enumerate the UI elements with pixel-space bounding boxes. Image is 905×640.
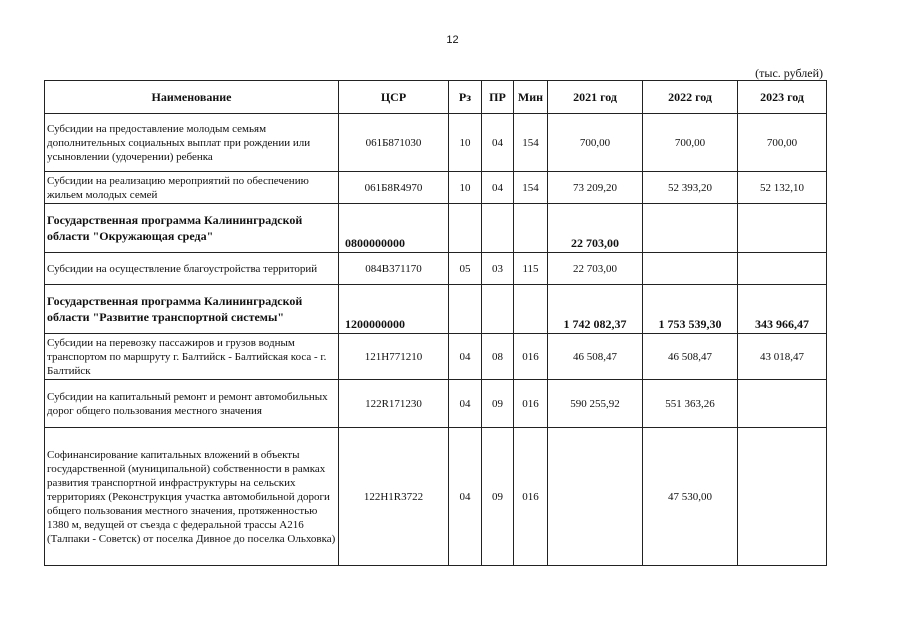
program-2022: 1 753 539,30 [643,285,738,334]
row-csr: 084В371170 [339,253,449,285]
page-number: 12 [446,34,459,46]
row-name: Субсидии на перевозку пассажиров и грузов водным транспортом по маршруту г. Балтийск - Балтийская коса - г. Балтийск [45,334,339,380]
row-2022: 46 508,47 [643,334,738,380]
row-min: 115 [514,253,548,285]
program-pr [482,285,514,334]
row-2021: 73 209,20 [548,172,643,204]
row-min: 016 [514,334,548,380]
row-2023: 700,00 [738,114,827,172]
table-row [45,253,827,285]
header-2022: 2022 год [643,81,738,114]
row-pr: 09 [482,380,514,428]
row-2021: 46 508,47 [548,334,643,380]
row-rz: 10 [449,114,482,172]
row-2022: 700,00 [643,114,738,172]
units-label: (тыс. рублей) [755,66,823,80]
row-pr: 03 [482,253,514,285]
program-2023 [738,204,827,253]
header-2021: 2021 год [548,81,643,114]
header-min: Мин [514,81,548,114]
program-name: Государственная программа Калининградской области "Развитие транспортной системы" [45,285,339,334]
program-row [45,285,827,334]
program-rz [449,285,482,334]
row-2021: 590 255,92 [548,380,643,428]
row-name: Субсидии на осуществление благоустройства территорий [45,253,339,285]
program-row [45,204,827,253]
program-csr: 1200000000 [339,285,449,334]
program-min [514,285,548,334]
row-pr: 09 [482,428,514,566]
row-min: 016 [514,380,548,428]
row-min: 154 [514,172,548,204]
row-2023: 52 132,10 [738,172,827,204]
row-2022: 47 530,00 [643,428,738,566]
row-2023 [738,253,827,285]
row-rz: 04 [449,428,482,566]
row-rz: 05 [449,253,482,285]
row-csr: 122R171230 [339,380,449,428]
row-rz: 10 [449,172,482,204]
row-min: 016 [514,428,548,566]
row-2023 [738,428,827,566]
program-2021: 1 742 082,37 [548,285,643,334]
budget-table [44,80,827,566]
row-name: Субсидии на предоставление молодым семьям дополнительных социальных выплат при рождении или усыновлении (удочерении) ребенка [45,114,339,172]
row-rz: 04 [449,334,482,380]
program-csr: 0800000000 [339,204,449,253]
program-pr [482,204,514,253]
row-csr: 061Б8R4970 [339,172,449,204]
table-row [45,334,827,380]
header-2023: 2023 год [738,81,827,114]
header-pr: ПР [482,81,514,114]
program-rz [449,204,482,253]
table-row [45,428,827,566]
header-csr: ЦСР [339,81,449,114]
program-min [514,204,548,253]
table-row [45,114,827,172]
program-name: Государственная программа Калининградской области "Окружающая среда" [45,204,339,253]
row-2023: 43 018,47 [738,334,827,380]
header-name: Наименование [45,81,339,114]
row-2021: 700,00 [548,114,643,172]
row-min: 154 [514,114,548,172]
table-header-row [45,81,827,114]
table-row [45,172,827,204]
row-2021: 22 703,00 [548,253,643,285]
program-2022 [643,204,738,253]
row-name: Софинансирование капитальных вложений в объекты государственной (муниципальной) собственности в рамках развития транспортной инфраструктуры на сельских территориях (Реконструкция участка автомобильной дороги общего пользования местного значения, протяженностью 1380 м, ведущей от съезда с федеральной трассы А216 (Талпаки - Советск) от поселка Дивное до поселка Ольховка) [45,428,339,566]
row-2021 [548,428,643,566]
row-2022: 52 393,20 [643,172,738,204]
row-pr: 04 [482,114,514,172]
row-csr: 121Н771210 [339,334,449,380]
row-2023 [738,380,827,428]
program-2021: 22 703,00 [548,204,643,253]
row-name: Субсидии на капитальный ремонт и ремонт автомобильных дорог общего пользования местного значения [45,380,339,428]
table-row [45,380,827,428]
row-rz: 04 [449,380,482,428]
row-pr: 08 [482,334,514,380]
row-name: Субсидии на реализацию мероприятий по обеспечению жильем молодых семей [45,172,339,204]
program-2023: 343 966,47 [738,285,827,334]
row-2022 [643,253,738,285]
header-rz: Рз [449,81,482,114]
row-csr: 122Н1R3722 [339,428,449,566]
row-pr: 04 [482,172,514,204]
row-csr: 061Б871030 [339,114,449,172]
row-2022: 551 363,26 [643,380,738,428]
